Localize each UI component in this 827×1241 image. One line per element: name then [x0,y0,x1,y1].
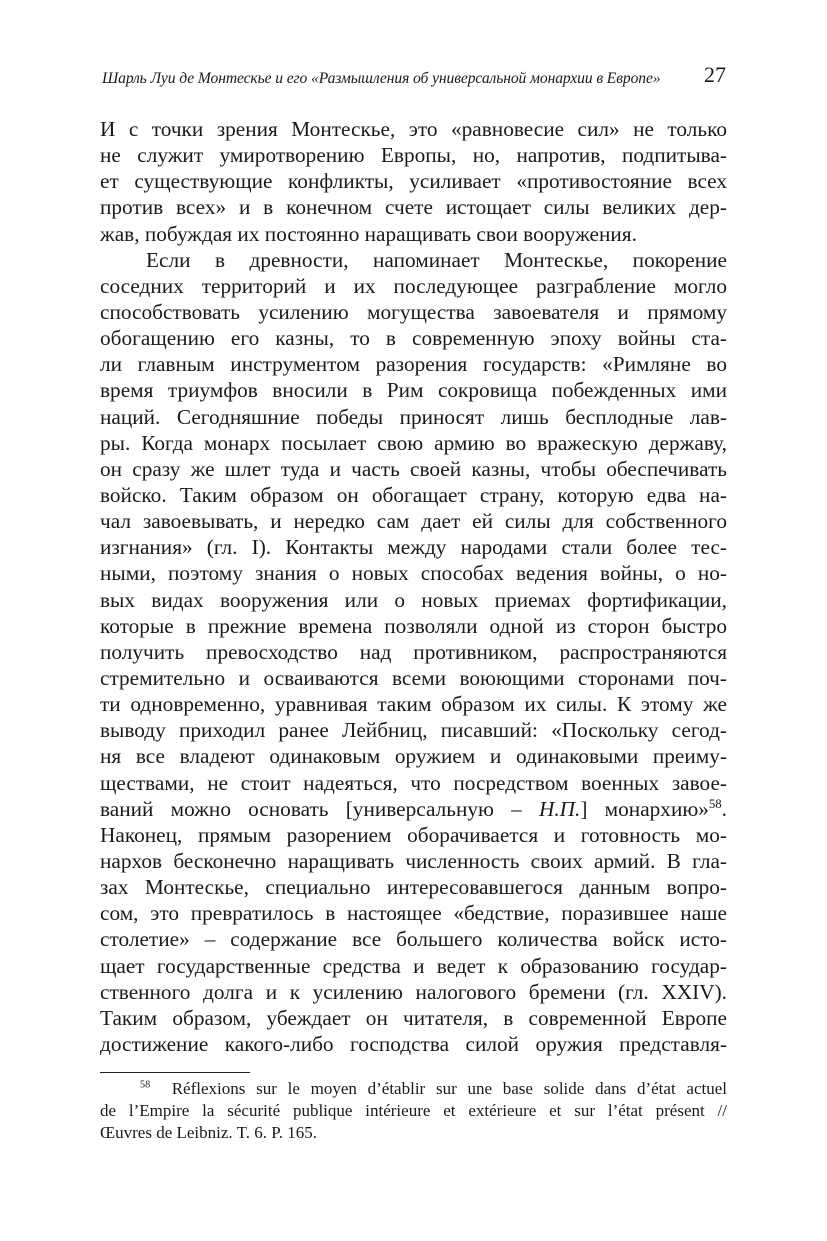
text-line: зах Монтескье, специально интересовавшегося данным вопро- [100,875,727,900]
text-line: ществами, не стоит надеяться, что посредством военных завое- [100,770,727,795]
footnote-line: Œuvres de Leibniz. T. 6. P. 165. [100,1123,318,1142]
text-fragment: ваний можно основать [универсальную – [100,796,539,821]
text-line: сом, это превратилось в настоящее «бедствие, поразившее наше [100,901,727,926]
text-line: Таким образом, убеждает он читателя, в современной Европе [100,1005,727,1030]
text-fragment: ] монархию» [580,796,709,821]
text-line: жав, побуждая их постоянно наращивать свои вооружения. [100,221,637,246]
text-line: соседних территорий и их последующее разграбление могло [100,273,727,298]
footnote-divider [100,1072,250,1073]
text-line: ными, поэтому знания о новых способах ведения войны, о но- [100,561,727,586]
footnote-line [100,1078,727,1100]
author-initials: Н.П. [538,796,581,821]
text-line: Наконец, прямым разорением оборачивается и готовность мо- [100,822,727,847]
text-line: обогащению его казны, то в современную эпоху войны ста- [100,326,727,351]
text-line: войско. Таким образом он обогащает страну, которую едва на- [100,482,727,507]
text-line: время триумфов вносили в Рим сокровища побежденных ими [100,378,727,403]
text-line: ственного долга и к усилению налогового бремени (гл. XXIV). [100,979,727,1004]
body-text [100,116,727,1057]
footnotes [100,1078,727,1144]
text-line: изгнания» (гл. I). Контакты между народами стали более тес- [100,535,727,560]
text-line: наций. Сегодняшние победы приносят лишь бесплодные лав- [100,404,727,429]
text-line-with-footnote-ref [100,796,727,822]
text-line: он сразу же шлет туда и часть своей казны, чтобы обеспечивать [100,456,727,481]
text-line: ры. Когда монарх посылает свою армию во вражескую державу, [100,430,727,455]
text-line: ли главным инструментом разорения государств: «Римляне во [100,352,727,377]
text-line: ти одновременно, уравнивая таким образом их силы. К этому же [100,692,727,717]
text-line: не служит умиротворению Европы, но, напротив, подпитыва- [100,143,727,168]
footnote-line: de l’Empire la sécurité publique intérieure et extérieure et sur l’état présent // [100,1101,727,1120]
text-line: щает государственные средства и ведет к образованию государ- [100,953,727,978]
text-line: нархов бесконечно наращивать численность своих армий. В гла- [100,848,727,873]
text-line: И с точки зрения Монтескье, это «равновесие сил» не только [100,117,727,141]
text-line: способствовать усилению могущества завоевателя и прямому [100,299,727,324]
text-fragment: . [721,796,727,821]
page-number: 27 [704,62,726,87]
running-header [100,62,728,92]
text-line: ет существующие конфликты, усиливает «противостояние всех [100,169,727,194]
footnote-number: 58 [140,1079,151,1091]
text-line: чал завоевывать, и нередко сам дает ей силы для собственного [100,509,727,534]
text-line: вых видах вооружения или о новых приемах фортификации, [100,587,727,612]
text-line: Если в древности, напоминает Монтескье, покорение [146,247,727,272]
text-line: достижение какого-либо господства силой оружия представля- [100,1031,727,1056]
text-line: против всех» и в конечном счете истощает силы великих дер- [100,195,727,220]
text-line: получить превосходство над противником, распространяются [100,639,727,664]
text-line: столетие» – содержание все большего количества войск исто- [100,927,727,952]
running-title: Шарль Луи де Монтескье и его «Размышления об универсальной монархии в Европе» [102,70,661,87]
text-line: которые в прежние времена позволяли одной из сторон быстро [100,613,727,638]
text-line: ня все владеют одинаковым оружием и одинаковыми преиму- [100,744,727,769]
footnote-ref[interactable]: 58 [708,796,722,811]
text-line: выводу приходил ранее Лейбниц, писавший: «Поскольку сегод- [100,718,727,743]
text-line: стремительно и осваиваются всеми воюющими сторонами поч- [100,665,727,690]
footnote-text: Réflexions sur le moyen d’établir sur une base solide dans d’état actuel [171,1079,727,1098]
